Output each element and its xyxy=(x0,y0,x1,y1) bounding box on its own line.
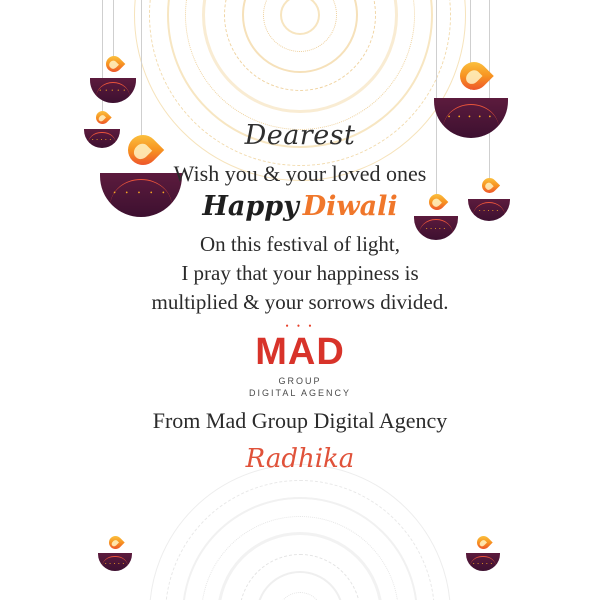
flame-icon xyxy=(454,56,494,96)
greeting-text-block xyxy=(0,120,600,317)
signature-block xyxy=(0,408,600,474)
logo-subtitle-group: GROUP xyxy=(278,376,322,386)
diya-lamp-left-top xyxy=(90,72,136,116)
sender-name: Radhika xyxy=(245,444,355,474)
verse-line-3: multiplied & your sorrows divided. xyxy=(151,289,449,314)
diya-lamp-bottom-left xyxy=(98,548,132,580)
greeting-salutation: Dearest xyxy=(244,120,356,151)
lamp-dots: • • • • • xyxy=(99,88,127,94)
lamp-dots: • • • • • xyxy=(104,560,125,566)
flame-icon xyxy=(106,533,124,551)
lamp-dots: • • • • • xyxy=(472,560,493,566)
flame-icon xyxy=(474,533,492,551)
verse-line-2: I pray that your happiness is xyxy=(181,260,419,285)
lamp-dots: • • • • • xyxy=(91,136,112,142)
logo-subtitle-agency: DIGITAL AGENCY xyxy=(248,388,352,398)
lamp-bowl xyxy=(98,553,132,571)
lamp-dots: • • • • • xyxy=(447,112,495,121)
lamp-dots: • • • • • xyxy=(113,189,169,198)
diwali-word: Diwali xyxy=(302,191,398,222)
from-line: From Mad Group Digital Agency xyxy=(152,408,448,433)
mandala-bottom-decoration xyxy=(150,465,450,600)
lamp-dots: • • • • • xyxy=(425,226,446,232)
verse-line-1: On this festival of light, xyxy=(199,232,401,256)
mad-group-logo xyxy=(0,322,600,398)
lamp-bowl xyxy=(466,553,500,571)
happy-word: Happy xyxy=(202,191,299,222)
greeting-wish-line: Wish you & your loved ones xyxy=(173,161,427,186)
diya-lamp-bottom-right xyxy=(466,548,500,580)
lamp-dots: • • • • • xyxy=(478,208,499,214)
lamp-bowl xyxy=(90,78,136,103)
logo-dots-icon: • • • xyxy=(285,321,315,331)
logo-wordmark: MAD xyxy=(255,331,345,373)
flame-icon xyxy=(103,53,126,76)
happy-diwali-line xyxy=(0,191,600,222)
